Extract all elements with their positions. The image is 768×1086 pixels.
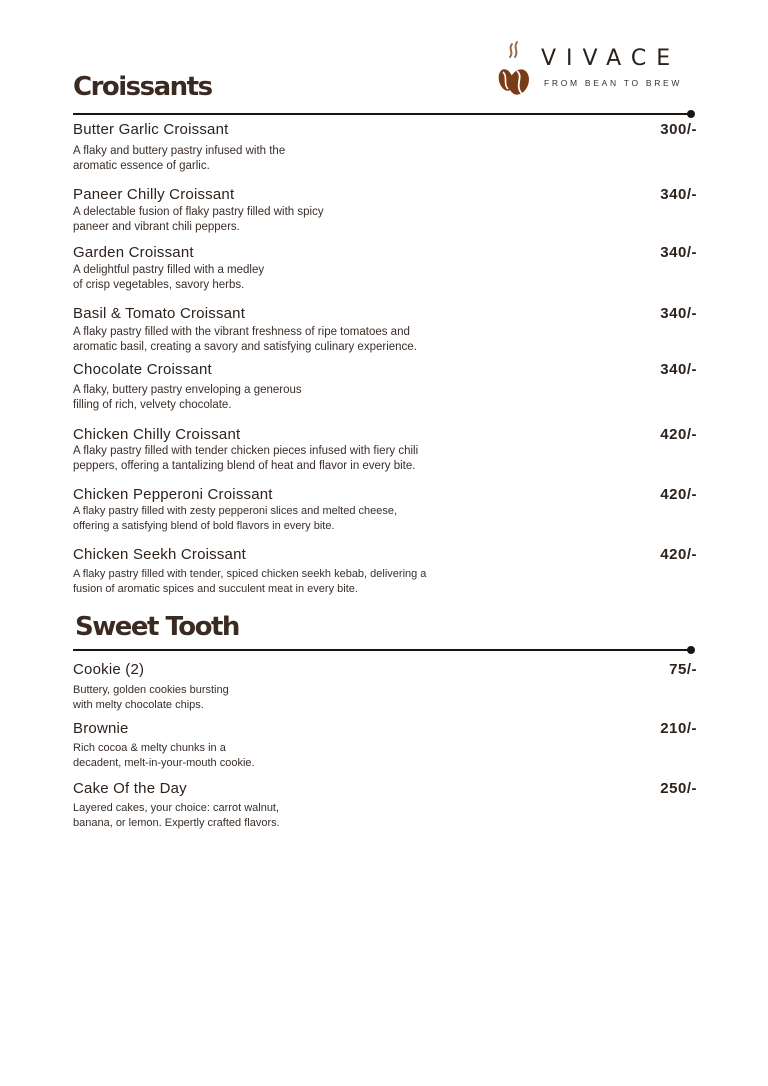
item-name: Chicken Pepperoni Croissant (73, 486, 273, 503)
item-description: A flaky pastry filled with zesty pepperoni slices and melted cheese, offering a satisfying blend of bold flavors in every bite. (73, 505, 398, 532)
item-description: A flaky and buttery pastry infused with the aromatic essence of garlic. (73, 145, 286, 172)
item-name: Brownie (73, 720, 129, 737)
coffee-bean-steam-icon (497, 40, 537, 100)
item-description: A flaky pastry filled with the vibrant freshness of ripe tomatoes and aromatic basil, creating a savory and satisfying culinary experience. (73, 326, 417, 353)
item-price: 340/- (660, 361, 697, 378)
section-divider (73, 649, 692, 651)
item-description: Buttery, golden cookies bursting with melty chocolate chips. (73, 684, 229, 711)
item-price: 210/- (660, 720, 697, 737)
item-description: A delectable fusion of flaky pastry filled with spicy paneer and vibrant chili peppers. (73, 206, 324, 233)
item-name: Garden Croissant (73, 244, 194, 261)
item-name: Basil & Tomato Croissant (73, 305, 246, 322)
item-price: 340/- (660, 186, 697, 203)
item-name: Cookie (2) (73, 661, 145, 678)
item-description: Rich cocoa & melty chunks in a decadent, melt-in-your-mouth cookie. (73, 742, 255, 769)
item-description: A delightful pastry filled with a medley of crisp vegetables, savory herbs. (73, 264, 265, 291)
item-name: Butter Garlic Croissant (73, 121, 229, 138)
item-name: Chicken Seekh Croissant (73, 546, 247, 563)
item-name: Paneer Chilly Croissant (73, 186, 235, 203)
item-price: 420/- (660, 486, 697, 503)
item-description: A flaky pastry filled with tender chicken pieces infused with fiery chili peppers, offering a tantalizing blend of heat and flavor in every bite. (73, 445, 419, 472)
brand-logo (497, 40, 697, 100)
item-description: Layered cakes, your choice: carrot walnut, banana, or lemon. Expertly crafted flavors. (73, 802, 280, 829)
item-description: A flaky, buttery pastry enveloping a generous filling of rich, velvety chocolate. (73, 384, 302, 411)
item-price: 420/- (660, 546, 697, 563)
item-price: 340/- (660, 305, 697, 322)
item-description: A flaky pastry filled with tender, spiced chicken seekh kebab, delivering a fusion of aromatic spices and succulent meat in every bite. (73, 568, 427, 595)
item-price: 75/- (669, 661, 697, 678)
brand-name: VIVACE (541, 46, 681, 71)
section-title-croissants: Croissants (73, 72, 212, 102)
item-price: 340/- (660, 244, 697, 261)
brand-tagline: FROM BEAN TO BREW (544, 78, 683, 88)
item-name: Chocolate Croissant (73, 361, 212, 378)
item-name: Cake Of the Day (73, 780, 187, 797)
item-name: Chicken Chilly Croissant (73, 426, 241, 443)
section-divider (73, 113, 692, 115)
item-price: 300/- (660, 121, 697, 138)
section-title-sweet-tooth: Sweet Tooth (75, 612, 239, 642)
item-price: 420/- (660, 426, 697, 443)
item-price: 250/- (660, 780, 697, 797)
